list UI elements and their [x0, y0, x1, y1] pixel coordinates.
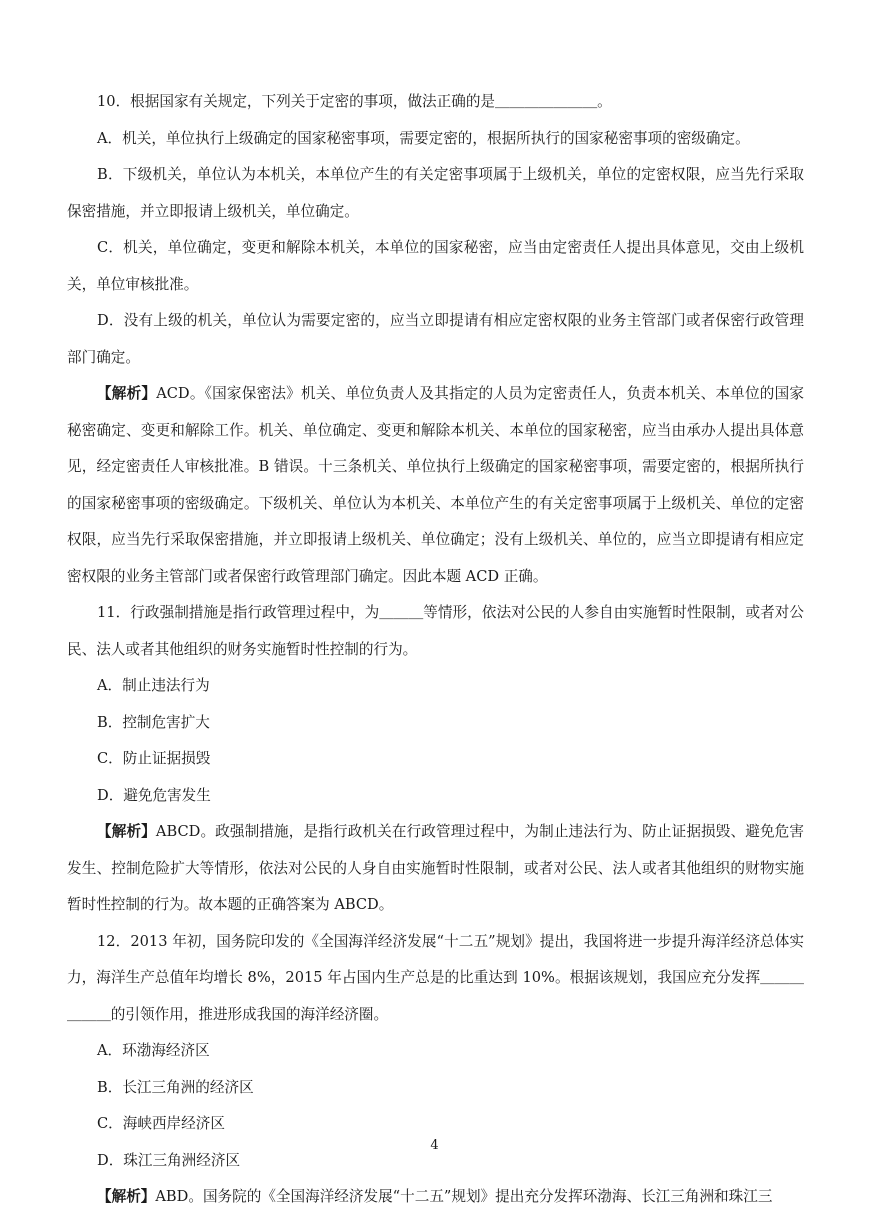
question-11-analysis [67, 814, 804, 924]
question-10-stem: 10．根据国家有关规定，下列关于定密的事项，做法正确的是＿＿＿＿＿＿＿。 [97, 93, 612, 110]
question-11-option-b: B．控制危害扩大 [97, 713, 210, 731]
question-12-option-c: C．海峡西岸经济区 [97, 1115, 225, 1132]
question-12-analysis [67, 1179, 804, 1216]
analysis-text: ABD。国务院的《全国海洋经济发展“十二五”规划》提出充分发挥环渤海、长江三角洲和珠江三 [155, 1188, 773, 1205]
question-10-option-b: B．下级机关，单位认为本机关，本单位产生的有关定密事项属于上级机关，单位的定密权限，应当先行采取保密措施，并立即报请上级机关，单位确定。 [67, 166, 804, 220]
question-12-stem: 12．2013 年初，国务院印发的《全国海洋经济发展“十二五”规划》提出，我国将进一步提升海洋经济总体实力，海洋生产总值年均增长 8%，2015 年占国内生产总是的比重达到 10%。根据该规划，我国应充分发挥＿＿＿＿＿＿的引领作用，推进形成我国的海洋经济圈。 [67, 932, 804, 1023]
question-11-option-c: C．防止证据损毁 [97, 750, 211, 767]
analysis-label: 【解析】 [97, 1188, 156, 1205]
question-11-stem: 11．行政强制措施是指行政管理过程中，为＿＿＿等情形，依法对公民的人参自由实施暂时性限制，或者对公民、法人或者其他组织的财务实施暂时性控制的行为。 [67, 604, 804, 658]
analysis-label: 【解析】 [97, 823, 156, 840]
question-10-option-d: D．没有上级的机关，单位认为需要定密的，应当立即提请有相应定密权限的业务主管部门或者保密行政管理部门确定。 [67, 312, 804, 366]
question-11-option-d: D．避免危害发生 [97, 786, 211, 804]
page-content [67, 84, 804, 1216]
question-10-analysis [67, 376, 804, 595]
question-12-option-d: D．珠江三角洲经济区 [97, 1151, 241, 1169]
question-11-option-a: A．制止违法行为 [97, 677, 210, 694]
question-10-option-a: A．机关，单位执行上级确定的国家秘密事项，需要定密的，根据所执行的国家秘密事项的密级确定。 [97, 129, 750, 147]
question-10-option-c: C．机关，单位确定，变更和解除本机关，本单位的国家秘密，应当由定密责任人提出具体意见，交由上级机关，单位审核批准。 [67, 239, 804, 293]
page-number: 4 [430, 1138, 439, 1153]
analysis-label: 【解析】 [97, 385, 157, 402]
question-12-option-b: B．长江三角洲的经济区 [97, 1078, 254, 1096]
question-12-option-a: A．环渤海经济区 [97, 1042, 210, 1059]
analysis-text: ACD。《国家保密法》机关、单位负责人及其指定的人员为定密责任人，负责本机关、本单位的国家秘密确定、变更和解除工作。机关、单位确定、变更和解除本机关、本单位的国家秘密，应当由承办人提出具体意见，经定密责任人审核批准。B 错误。十三条机关、单位执行上级确定的国家秘密事项，需要定密的，根据所执行的国家秘密事项的密级确定。下级机关、单位认为本机关、本单位产生的有关定密事项属于上级机关、单位的定密权限，应当先行采取保密措施，并立即报请上级机关、单位确定；没有上级机关、单位的，应当立即提请有相应定密权限的业务主管部门或者保密行政管理部门确定。因此本题 ACD 正确。 [67, 385, 804, 585]
analysis-text: ABCD。政强制措施，是指行政机关在行政管理过程中，为制止违法行为、防止证据损毁、避免危害发生、控制危险扩大等情形，依法对公民的人身自由实施暂时性限制，或者对公民、法人或者其他组织的财物实施暂时性控制的行为。故本题的正确答案为 ABCD。 [67, 823, 804, 913]
